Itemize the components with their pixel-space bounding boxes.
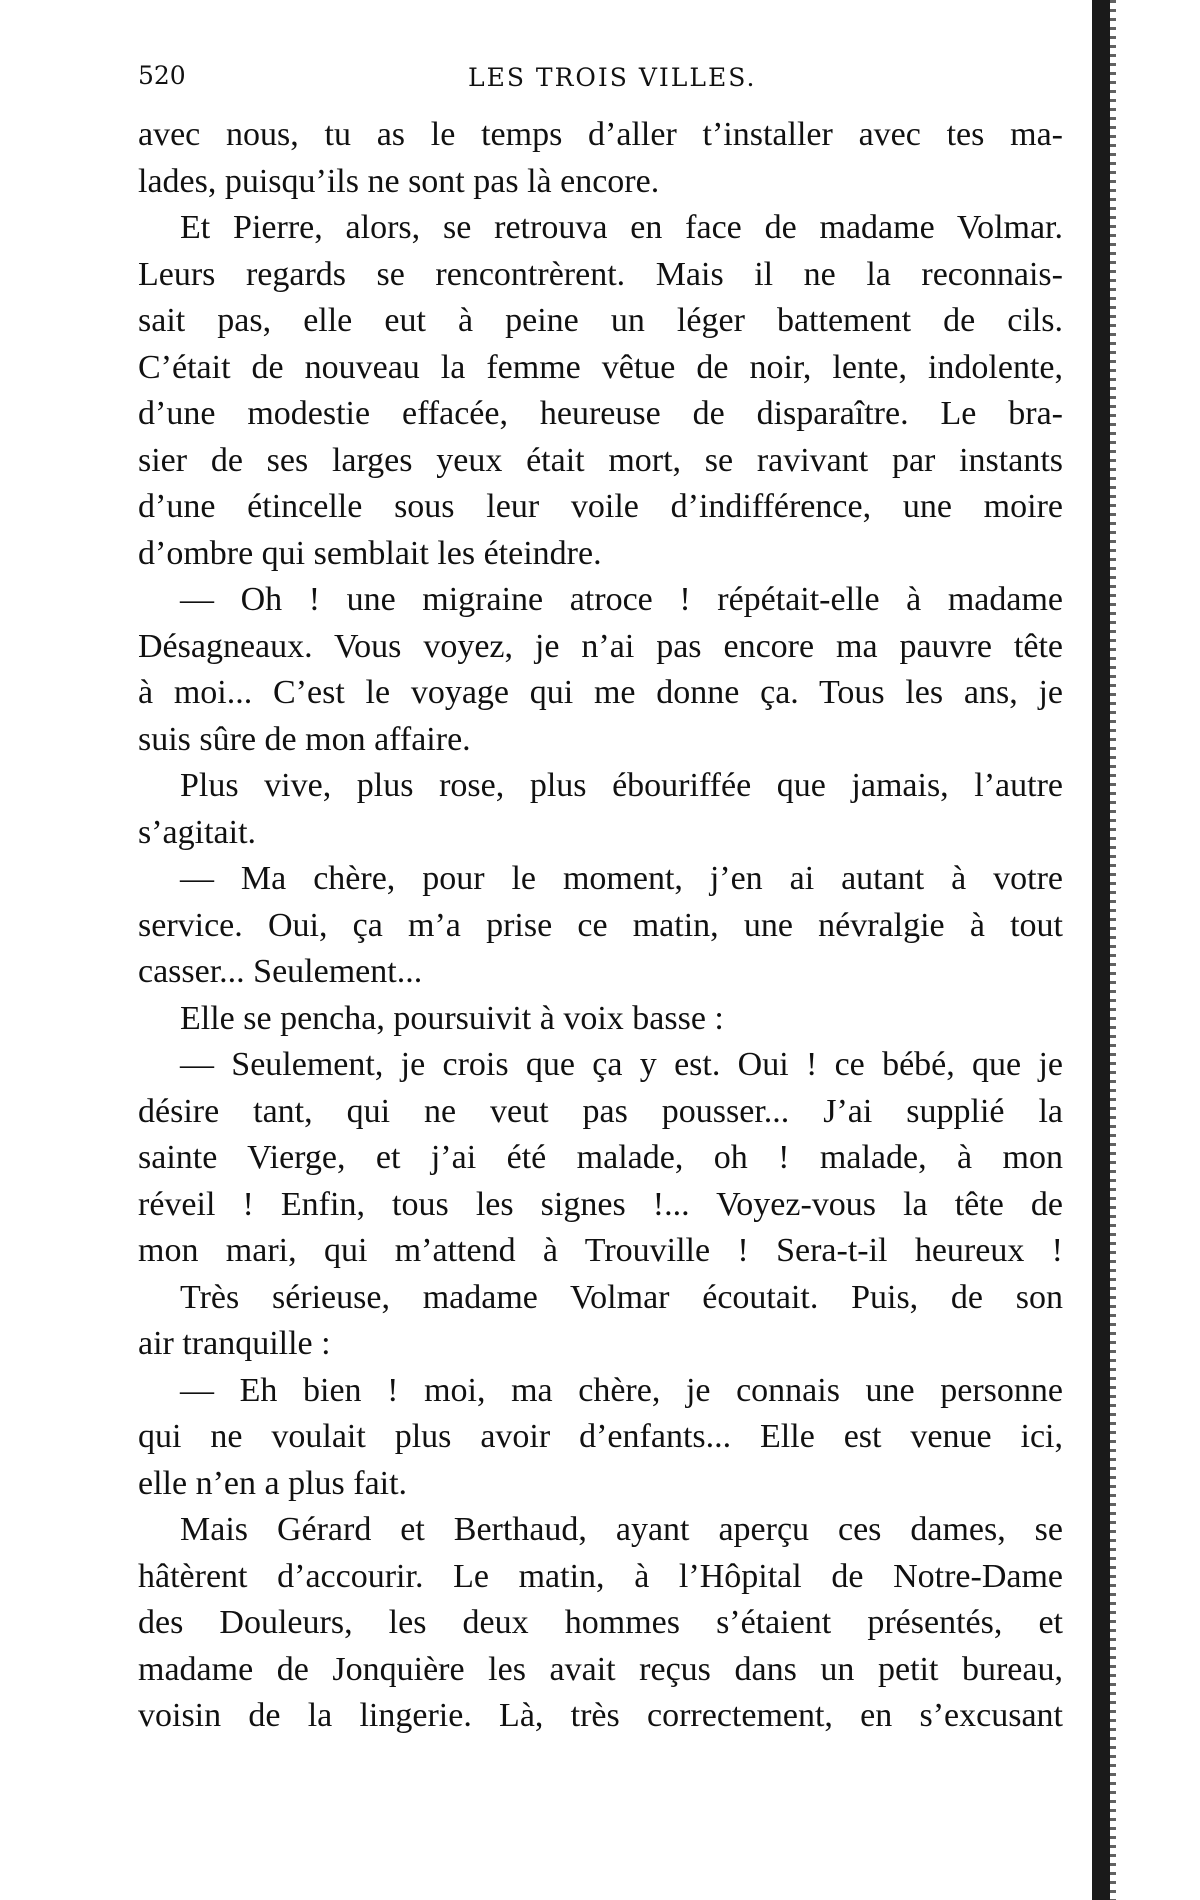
text-line: voisin de la lingerie. Là, très correctement, en s’excusant <box>138 1697 1063 1734</box>
text-line: sait pas, elle eut à peine un léger battement de cils. <box>138 302 1063 339</box>
text-line: madame de Jonquière les avait reçus dans un petit bureau, <box>138 1650 1063 1688</box>
text-line: qui ne voulait plus avoir d’enfants... Elle est venue ici, <box>138 1418 1063 1455</box>
page-header <box>138 56 1063 96</box>
text-line: à moi... C’est le voyage qui me donne ça. Tous les ans, je <box>138 674 1063 711</box>
text-line: C’était de nouveau la femme vêtue de noir, lente, indolente, <box>138 348 1063 386</box>
text-line: Leurs regards se rencontrèrent. Mais il ne la reconnais- <box>138 255 1063 293</box>
text-line: hâtèrent d’accourir. Le matin, à l’Hôpital de Notre-Dame <box>138 1557 1063 1595</box>
text-line: Très sérieuse, madame Volmar écoutait. Puis, de son <box>180 1278 1063 1316</box>
text-line: — Seulement, je crois que ça y est. Oui ! ce bébé, que je <box>180 1046 1063 1083</box>
text-line: Mais Gérard et Berthaud, ayant aperçu ces dames, se <box>180 1511 1063 1548</box>
text-line: service. Oui, ça m’a prise ce matin, une névralgie à tout <box>138 906 1063 944</box>
page-number: 520 <box>138 61 186 90</box>
text-line: des Douleurs, les deux hommes s’étaient présentés, et <box>138 1604 1063 1641</box>
text-line: suis sûre de mon affaire. <box>138 720 471 758</box>
text-line: Plus vive, plus rose, plus ébouriffée que jamais, l’autre <box>180 767 1063 804</box>
text-line: — Ma chère, pour le moment, j’en ai autant à votre <box>180 860 1063 897</box>
text-line: Désagneaux. Vous voyez, je n’ai pas encore ma pauvre tête <box>138 627 1063 665</box>
text-line: réveil ! Enfin, tous les signes !... Voyez-vous la tête de <box>138 1185 1063 1223</box>
body-text <box>138 112 1063 1740</box>
text-line: sier de ses larges yeux était mort, se ravivant par instants <box>138 441 1063 479</box>
binding-gutter <box>1092 0 1110 1900</box>
text-line: — Eh bien ! moi, ma chère, je connais une personne <box>180 1371 1063 1409</box>
text-line: d’une modestie effacée, heureuse de disparaître. Le bra- <box>138 395 1063 432</box>
text-line: mon mari, qui m’attend à Trouville ! Sera-t-il heureux ! <box>138 1232 1063 1269</box>
text-line: air tranquille : <box>138 1325 331 1362</box>
running-title: LES TROIS VILLES. <box>468 63 757 92</box>
text-line: avec nous, tu as le temps d’aller t’installer avec tes ma- <box>138 116 1063 153</box>
text-line: s’agitait. <box>138 813 257 851</box>
text-line: sainte Vierge, et j’ai été malade, oh ! malade, à mon <box>138 1139 1063 1176</box>
text-line: d’ombre qui semblait les éteindre. <box>138 534 602 572</box>
text-line: casser... Seulement... <box>138 953 423 990</box>
text-line: Et Pierre, alors, se retrouva en face de madame Volmar. <box>180 209 1063 246</box>
text-line: Elle se pencha, poursuivit à voix basse : <box>180 999 724 1037</box>
binding-gutter-edge <box>1110 0 1116 1900</box>
text-line: d’une étincelle sous leur voile d’indifférence, une moire <box>138 488 1063 525</box>
text-line: désire tant, qui ne veut pas pousser... J’ai supplié la <box>138 1092 1063 1130</box>
text-line: — Oh ! une migraine atroce ! répétait-elle à madame <box>180 581 1063 618</box>
text-line: lades, puisqu’ils ne sont pas là encore. <box>138 162 660 200</box>
text-line: elle n’en a plus fait. <box>138 1464 408 1502</box>
